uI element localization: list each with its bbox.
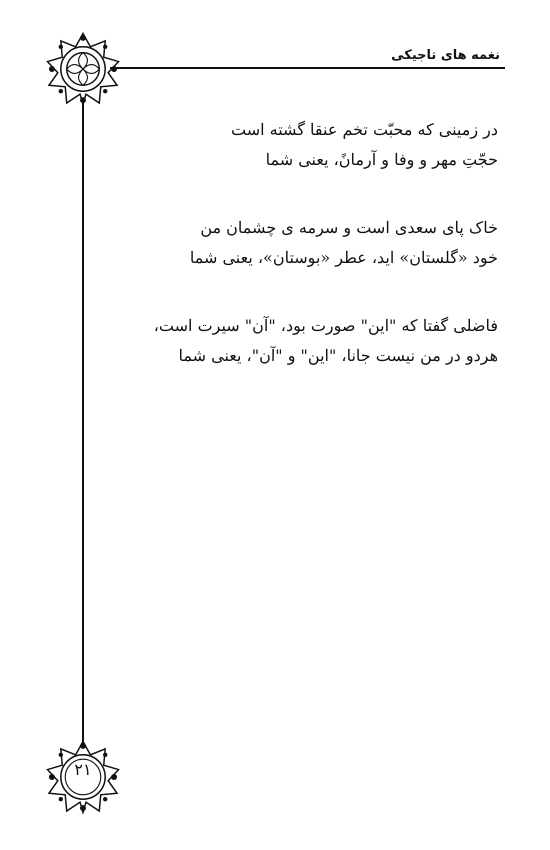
page-number: ۲۱ [74,760,92,779]
stanza [98,213,498,273]
rosette-ornament-icon [46,32,120,106]
poem-line: خاک پای سعدی است و سرمه ی چشمان من [200,218,498,237]
poem-line: خود «گلستان» اید، عطر «بوستان»، یعنی شما [189,248,498,267]
poem-line: در زمینی که محبّت تخم عنقا گشته است [230,120,498,139]
poem-line: فاضلی گفتا که "این" صورت بود، "آن" سیرت است، [153,316,498,335]
poem-line: هردو در من نیست جانا، "این" و "آن"، یعنی شما [178,346,498,365]
margin-rule [82,100,84,748]
stanza [98,115,498,175]
poem-line: حجّتِ مهر و وفا و آرمانً، یعنی شما [265,150,498,169]
header-rule [110,67,505,69]
running-header-title: نغمه های تاجیکی [391,48,500,63]
stanza [98,311,498,371]
poem-body [98,115,498,409]
